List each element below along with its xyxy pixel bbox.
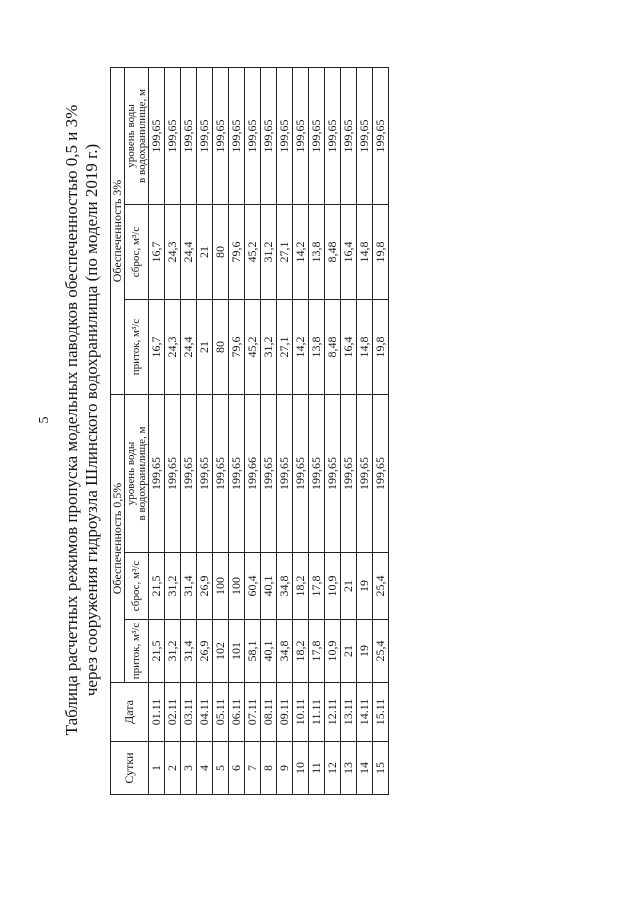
cell-p05-inflow: 26,9 bbox=[197, 620, 213, 683]
cell-date: 06.11 bbox=[229, 683, 245, 742]
cell-p05-discharge: 25,4 bbox=[373, 553, 389, 620]
cell-day: 15 bbox=[373, 742, 389, 795]
cell-day: 11 bbox=[309, 742, 325, 795]
cell-p3-discharge: 13,8 bbox=[309, 204, 325, 299]
cell-p05-level: 199,65 bbox=[229, 394, 245, 552]
cell-date: 03.11 bbox=[181, 683, 197, 742]
cell-p05-discharge: 10,9 bbox=[325, 553, 341, 620]
cell-p05-inflow: 101 bbox=[229, 620, 245, 683]
cell-date: 12.11 bbox=[325, 683, 341, 742]
cell-p3-discharge: 14,2 bbox=[293, 204, 309, 299]
cell-day: 14 bbox=[357, 742, 373, 795]
cell-p05-level: 199,65 bbox=[357, 394, 373, 552]
header-p05-inflow: приток, м³/с bbox=[125, 620, 149, 683]
cell-day: 9 bbox=[277, 742, 293, 795]
cell-date: 01.11 bbox=[149, 683, 165, 742]
cell-p3-discharge: 31,2 bbox=[261, 204, 277, 299]
cell-date: 15.11 bbox=[373, 683, 389, 742]
table-row bbox=[197, 67, 213, 794]
cell-p3-level: 199,65 bbox=[293, 67, 309, 204]
cell-day: 8 bbox=[261, 742, 277, 795]
cell-day: 2 bbox=[165, 742, 181, 795]
cell-p3-level: 199,65 bbox=[229, 67, 245, 204]
table-row bbox=[181, 67, 197, 794]
cell-date: 04.11 bbox=[197, 683, 213, 742]
cell-p3-inflow: 8,48 bbox=[325, 299, 341, 394]
cell-p05-level: 199,65 bbox=[261, 394, 277, 552]
cell-day: 12 bbox=[325, 742, 341, 795]
cell-p3-inflow: 16,4 bbox=[341, 299, 357, 394]
cell-p3-inflow: 24,4 bbox=[181, 299, 197, 394]
cell-p05-level: 199,65 bbox=[181, 394, 197, 552]
cell-p3-level: 199,65 bbox=[261, 67, 277, 204]
cell-p3-level: 199,65 bbox=[373, 67, 389, 204]
cell-date: 13.11 bbox=[341, 683, 357, 742]
table-body bbox=[149, 67, 389, 794]
table-row bbox=[213, 67, 229, 794]
cell-p3-discharge: 80 bbox=[213, 204, 229, 299]
cell-p05-level: 199,65 bbox=[213, 394, 229, 552]
cell-date: 08.11 bbox=[261, 683, 277, 742]
cell-p3-level: 199,65 bbox=[197, 67, 213, 204]
cell-p3-inflow: 14,8 bbox=[357, 299, 373, 394]
cell-p05-discharge: 21,5 bbox=[149, 553, 165, 620]
cell-p3-level: 199,65 bbox=[165, 67, 181, 204]
cell-p05-level: 199,65 bbox=[341, 394, 357, 552]
header-p05-level-line1: уровень воды bbox=[124, 441, 137, 506]
cell-p05-inflow: 31,2 bbox=[165, 620, 181, 683]
cell-p05-inflow: 10,9 bbox=[325, 620, 341, 683]
cell-p05-inflow: 19 bbox=[357, 620, 373, 683]
cell-p05-level: 199,65 bbox=[277, 394, 293, 552]
cell-p05-discharge: 60,4 bbox=[245, 553, 261, 620]
cell-p3-inflow: 16,7 bbox=[149, 299, 165, 394]
cell-p3-level: 199,65 bbox=[277, 67, 293, 204]
cell-p3-inflow: 21 bbox=[197, 299, 213, 394]
table-row bbox=[341, 67, 357, 794]
cell-p3-level: 199,65 bbox=[149, 67, 165, 204]
cell-p05-level: 199,65 bbox=[149, 394, 165, 552]
cell-p05-discharge: 17,8 bbox=[309, 553, 325, 620]
cell-p05-discharge: 18,2 bbox=[293, 553, 309, 620]
cell-date: 11.11 bbox=[309, 683, 325, 742]
table-title bbox=[62, 0, 102, 840]
cell-p3-level: 199,65 bbox=[357, 67, 373, 204]
cell-p05-inflow: 40,1 bbox=[261, 620, 277, 683]
header-group-row bbox=[111, 67, 125, 794]
cell-p05-level: 199,65 bbox=[325, 394, 341, 552]
header-p05-level bbox=[125, 394, 149, 552]
header-p05-discharge: сброс, м³/с bbox=[125, 553, 149, 620]
cell-p3-discharge: 79,6 bbox=[229, 204, 245, 299]
cell-p3-level: 199,65 bbox=[245, 67, 261, 204]
header-date: Дата bbox=[111, 683, 149, 742]
cell-p05-inflow: 21 bbox=[341, 620, 357, 683]
cell-day: 10 bbox=[293, 742, 309, 795]
cell-p3-inflow: 14,2 bbox=[293, 299, 309, 394]
cell-day: 1 bbox=[149, 742, 165, 795]
cell-p3-discharge: 24,4 bbox=[181, 204, 197, 299]
cell-p3-discharge: 24,3 bbox=[165, 204, 181, 299]
cell-p3-inflow: 45,2 bbox=[245, 299, 261, 394]
cell-p05-level: 199,65 bbox=[309, 394, 325, 552]
cell-p3-level: 199,65 bbox=[213, 67, 229, 204]
cell-p3-discharge: 16,7 bbox=[149, 204, 165, 299]
cell-p3-level: 199,65 bbox=[341, 67, 357, 204]
cell-day: 13 bbox=[341, 742, 357, 795]
flood-regime-table bbox=[110, 67, 389, 795]
cell-p05-inflow: 18,2 bbox=[293, 620, 309, 683]
table-row bbox=[325, 67, 341, 794]
table-row bbox=[293, 67, 309, 794]
header-group-p3: Обеспеченность 3% bbox=[111, 67, 125, 394]
header-group-p05: Обеспеченность 0,5% bbox=[111, 394, 125, 682]
cell-p3-discharge: 14,8 bbox=[357, 204, 373, 299]
cell-p3-level: 199,65 bbox=[181, 67, 197, 204]
table-row bbox=[357, 67, 373, 794]
table-row bbox=[373, 67, 389, 794]
cell-day: 3 bbox=[181, 742, 197, 795]
cell-p3-inflow: 31,2 bbox=[261, 299, 277, 394]
cell-p05-discharge: 100 bbox=[213, 553, 229, 620]
header-p3-inflow: приток, м³/с bbox=[125, 299, 149, 394]
cell-day: 5 bbox=[213, 742, 229, 795]
cell-p3-level: 199,65 bbox=[325, 67, 341, 204]
cell-p3-inflow: 24,3 bbox=[165, 299, 181, 394]
cell-date: 07.11 bbox=[245, 683, 261, 742]
cell-p05-inflow: 25,4 bbox=[373, 620, 389, 683]
table-row bbox=[165, 67, 181, 794]
cell-p3-inflow: 27,1 bbox=[277, 299, 293, 394]
cell-p05-discharge: 19 bbox=[357, 553, 373, 620]
table-row bbox=[245, 67, 261, 794]
cell-day: 6 bbox=[229, 742, 245, 795]
cell-p3-inflow: 13,8 bbox=[309, 299, 325, 394]
cell-p3-discharge: 8,48 bbox=[325, 204, 341, 299]
cell-p05-discharge: 40,1 bbox=[261, 553, 277, 620]
title-line-1: Таблица расчетных режимов пропуска модельных паводков обеспеченностью 0,5 и 3% bbox=[62, 104, 81, 736]
cell-date: 10.11 bbox=[293, 683, 309, 742]
cell-date: 09.11 bbox=[277, 683, 293, 742]
cell-p3-discharge: 45,2 bbox=[245, 204, 261, 299]
cell-p3-discharge: 16,4 bbox=[341, 204, 357, 299]
title-line-2: через сооружения гидроузла Шлинского водохранилища (по модели 2019 г.) bbox=[82, 143, 101, 697]
cell-p05-discharge: 21 bbox=[341, 553, 357, 620]
cell-p05-level: 199,65 bbox=[197, 394, 213, 552]
cell-p05-inflow: 102 bbox=[213, 620, 229, 683]
header-p3-level bbox=[125, 67, 149, 204]
cell-day: 7 bbox=[245, 742, 261, 795]
cell-p05-level: 199,65 bbox=[373, 394, 389, 552]
cell-p05-inflow: 31,4 bbox=[181, 620, 197, 683]
cell-p05-discharge: 31,2 bbox=[165, 553, 181, 620]
cell-date: 02.11 bbox=[165, 683, 181, 742]
cell-date: 14.11 bbox=[357, 683, 373, 742]
cell-date: 05.11 bbox=[213, 683, 229, 742]
table-header bbox=[111, 67, 149, 794]
header-p05-level-line2: в водохранилище, м bbox=[135, 426, 148, 521]
cell-p05-inflow: 21,5 bbox=[149, 620, 165, 683]
cell-p05-level: 199,65 bbox=[165, 394, 181, 552]
cell-p3-discharge: 27,1 bbox=[277, 204, 293, 299]
header-p3-level-line1: уровень воды bbox=[124, 104, 137, 168]
page-number: 5 bbox=[37, 416, 52, 424]
cell-p05-discharge: 34,8 bbox=[277, 553, 293, 620]
header-p3-level-line2: в водохранилище, м bbox=[135, 89, 148, 183]
cell-p05-discharge: 26,9 bbox=[197, 553, 213, 620]
cell-p05-inflow: 58,1 bbox=[245, 620, 261, 683]
cell-p3-discharge: 19,8 bbox=[373, 204, 389, 299]
cell-p05-inflow: 17,8 bbox=[309, 620, 325, 683]
cell-p3-inflow: 79,6 bbox=[229, 299, 245, 394]
cell-p05-discharge: 100 bbox=[229, 553, 245, 620]
table-row bbox=[277, 67, 293, 794]
cell-p3-level: 199,65 bbox=[309, 67, 325, 204]
table-row bbox=[261, 67, 277, 794]
cell-p3-inflow: 19,8 bbox=[373, 299, 389, 394]
cell-day: 4 bbox=[197, 742, 213, 795]
table-row bbox=[149, 67, 165, 794]
cell-p3-discharge: 21 bbox=[197, 204, 213, 299]
header-p3-discharge: сброс, м³/с bbox=[125, 204, 149, 299]
cell-p3-inflow: 80 bbox=[213, 299, 229, 394]
table-row bbox=[309, 67, 325, 794]
cell-p05-level: 199,65 bbox=[293, 394, 309, 552]
cell-p05-inflow: 34,8 bbox=[277, 620, 293, 683]
cell-p05-level: 199,66 bbox=[245, 394, 261, 552]
table-row bbox=[229, 67, 245, 794]
cell-p05-discharge: 31,4 bbox=[181, 553, 197, 620]
header-day: Сутки bbox=[111, 742, 149, 795]
